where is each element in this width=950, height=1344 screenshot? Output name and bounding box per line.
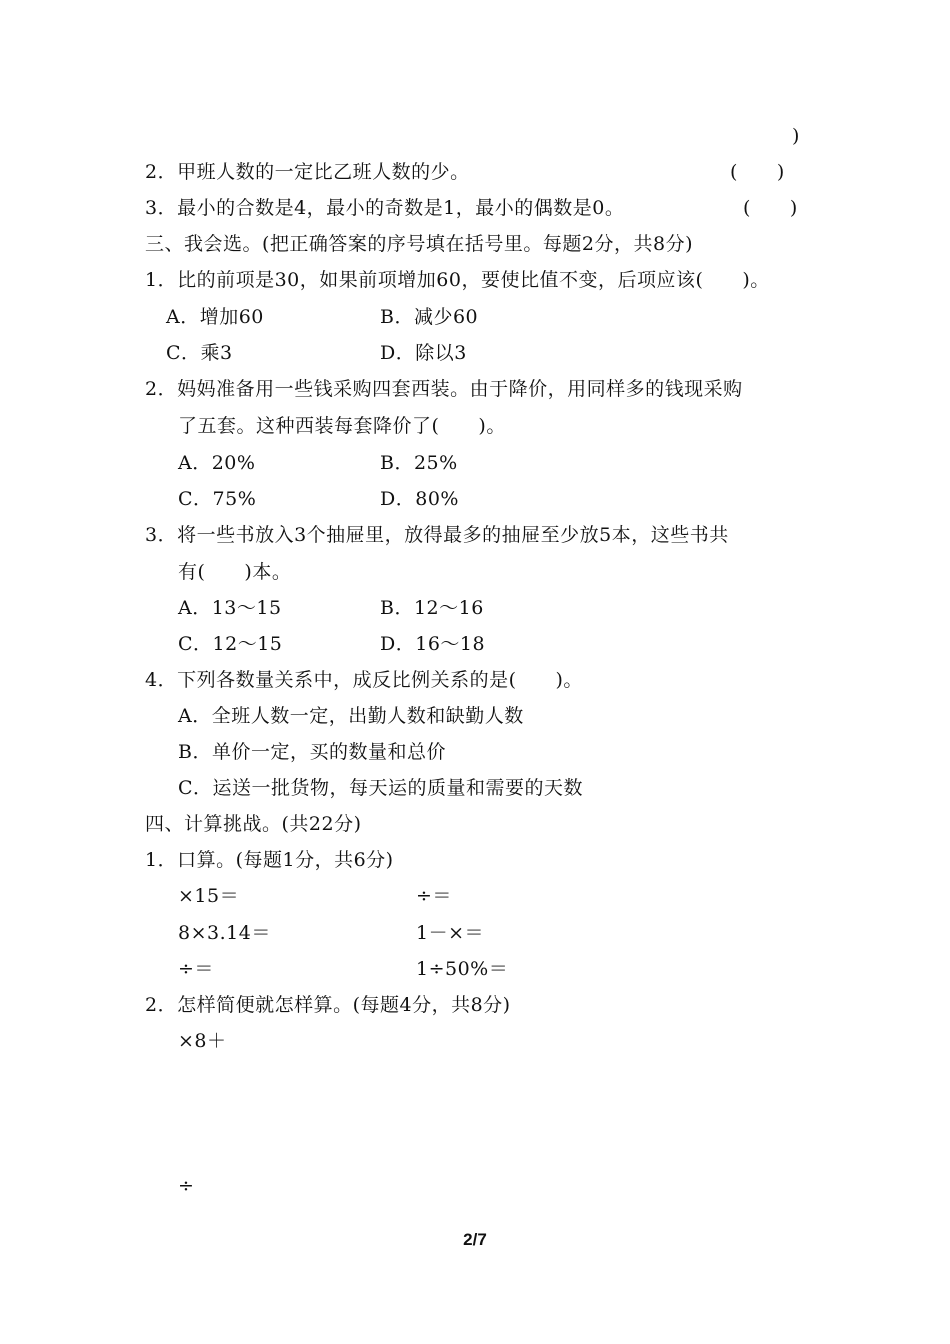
judge-q2-text: 2．甲班人数的一定比乙班人数的少。 [145, 161, 470, 183]
s3-q1-option-a: A．增加60 [166, 306, 264, 328]
judge-q2-answer-paren[interactable]: ( ) [730, 161, 785, 183]
s4-oral-r2a: 8×3.14＝ [178, 922, 271, 944]
s3-q2-stem: 2．妈妈准备用一些钱采购四套西装。由于降价，用同样多的钱现采购 [145, 378, 743, 400]
s3-q2-option-d: D．80% [380, 488, 459, 510]
s4-sub2-expr-2: ÷ [178, 1175, 195, 1197]
s4-oral-r3a: ÷＝ [178, 958, 214, 980]
s3-q2-stem-cont: 了五套。这种西装每套降价了( )。 [178, 415, 506, 437]
s3-q1-option-c: C．乘3 [166, 342, 233, 364]
s4-oral-r2b: 1－×＝ [416, 922, 485, 944]
s3-q2-option-c: C．75% [178, 488, 257, 510]
s3-q1-stem: 1．比的前项是30，如果前项增加60，要使比值不变，后项应该( )。 [145, 269, 770, 291]
section4-title: 四、计算挑战。(共22分) [145, 813, 362, 835]
s3-q4-option-b: B．单价一定，买的数量和总价 [178, 741, 446, 763]
s4-sub2-expr-1: ×8＋ [178, 1030, 227, 1052]
s3-q2-option-b: B．25% [380, 452, 458, 474]
s3-q1-option-b: B．减少60 [380, 306, 479, 328]
page-number: 2/7 [463, 1230, 487, 1249]
s4-oral-r1b: ÷＝ [416, 885, 452, 907]
s3-q3-option-a: A．13～15 [178, 597, 282, 619]
judge-q3-text: 3．最小的合数是4，最小的奇数是1，最小的偶数是0。 [145, 197, 625, 219]
s3-q1-option-d: D．除以3 [380, 342, 467, 364]
s3-q4-option-a: A．全班人数一定，出勤人数和缺勤人数 [178, 705, 524, 727]
s3-q2-option-a: A．20% [178, 452, 256, 474]
s3-q4-stem: 4．下列各数量关系中，成反比例关系的是( )。 [145, 669, 583, 691]
s3-q3-option-c: C．12～15 [178, 633, 283, 655]
s4-sub2-title: 2．怎样简便就怎样算。(每题4分，共8分) [145, 994, 511, 1016]
carry-over-paren: ) [792, 125, 800, 147]
s3-q3-stem: 3．将一些书放入3个抽屉里，放得最多的抽屉至少放5本，这些书共 [145, 524, 729, 546]
judge-q3-answer-paren[interactable]: ( ) [743, 197, 798, 219]
section3-title: 三、我会选。(把正确答案的序号填在括号里。每题2分，共8分) [145, 233, 694, 255]
s3-q3-option-d: D．16～18 [380, 633, 486, 655]
s4-oral-r1a: ×15＝ [178, 885, 240, 907]
s4-sub1-title: 1．口算。(每题1分，共6分) [145, 849, 394, 871]
s3-q4-option-c: C．运送一批货物，每天运的质量和需要的天数 [178, 777, 584, 799]
s3-q3-stem-cont: 有( )本。 [178, 561, 292, 583]
s4-oral-r3b: 1÷50%＝ [416, 958, 509, 980]
s3-q3-option-b: B．12～16 [380, 597, 484, 619]
